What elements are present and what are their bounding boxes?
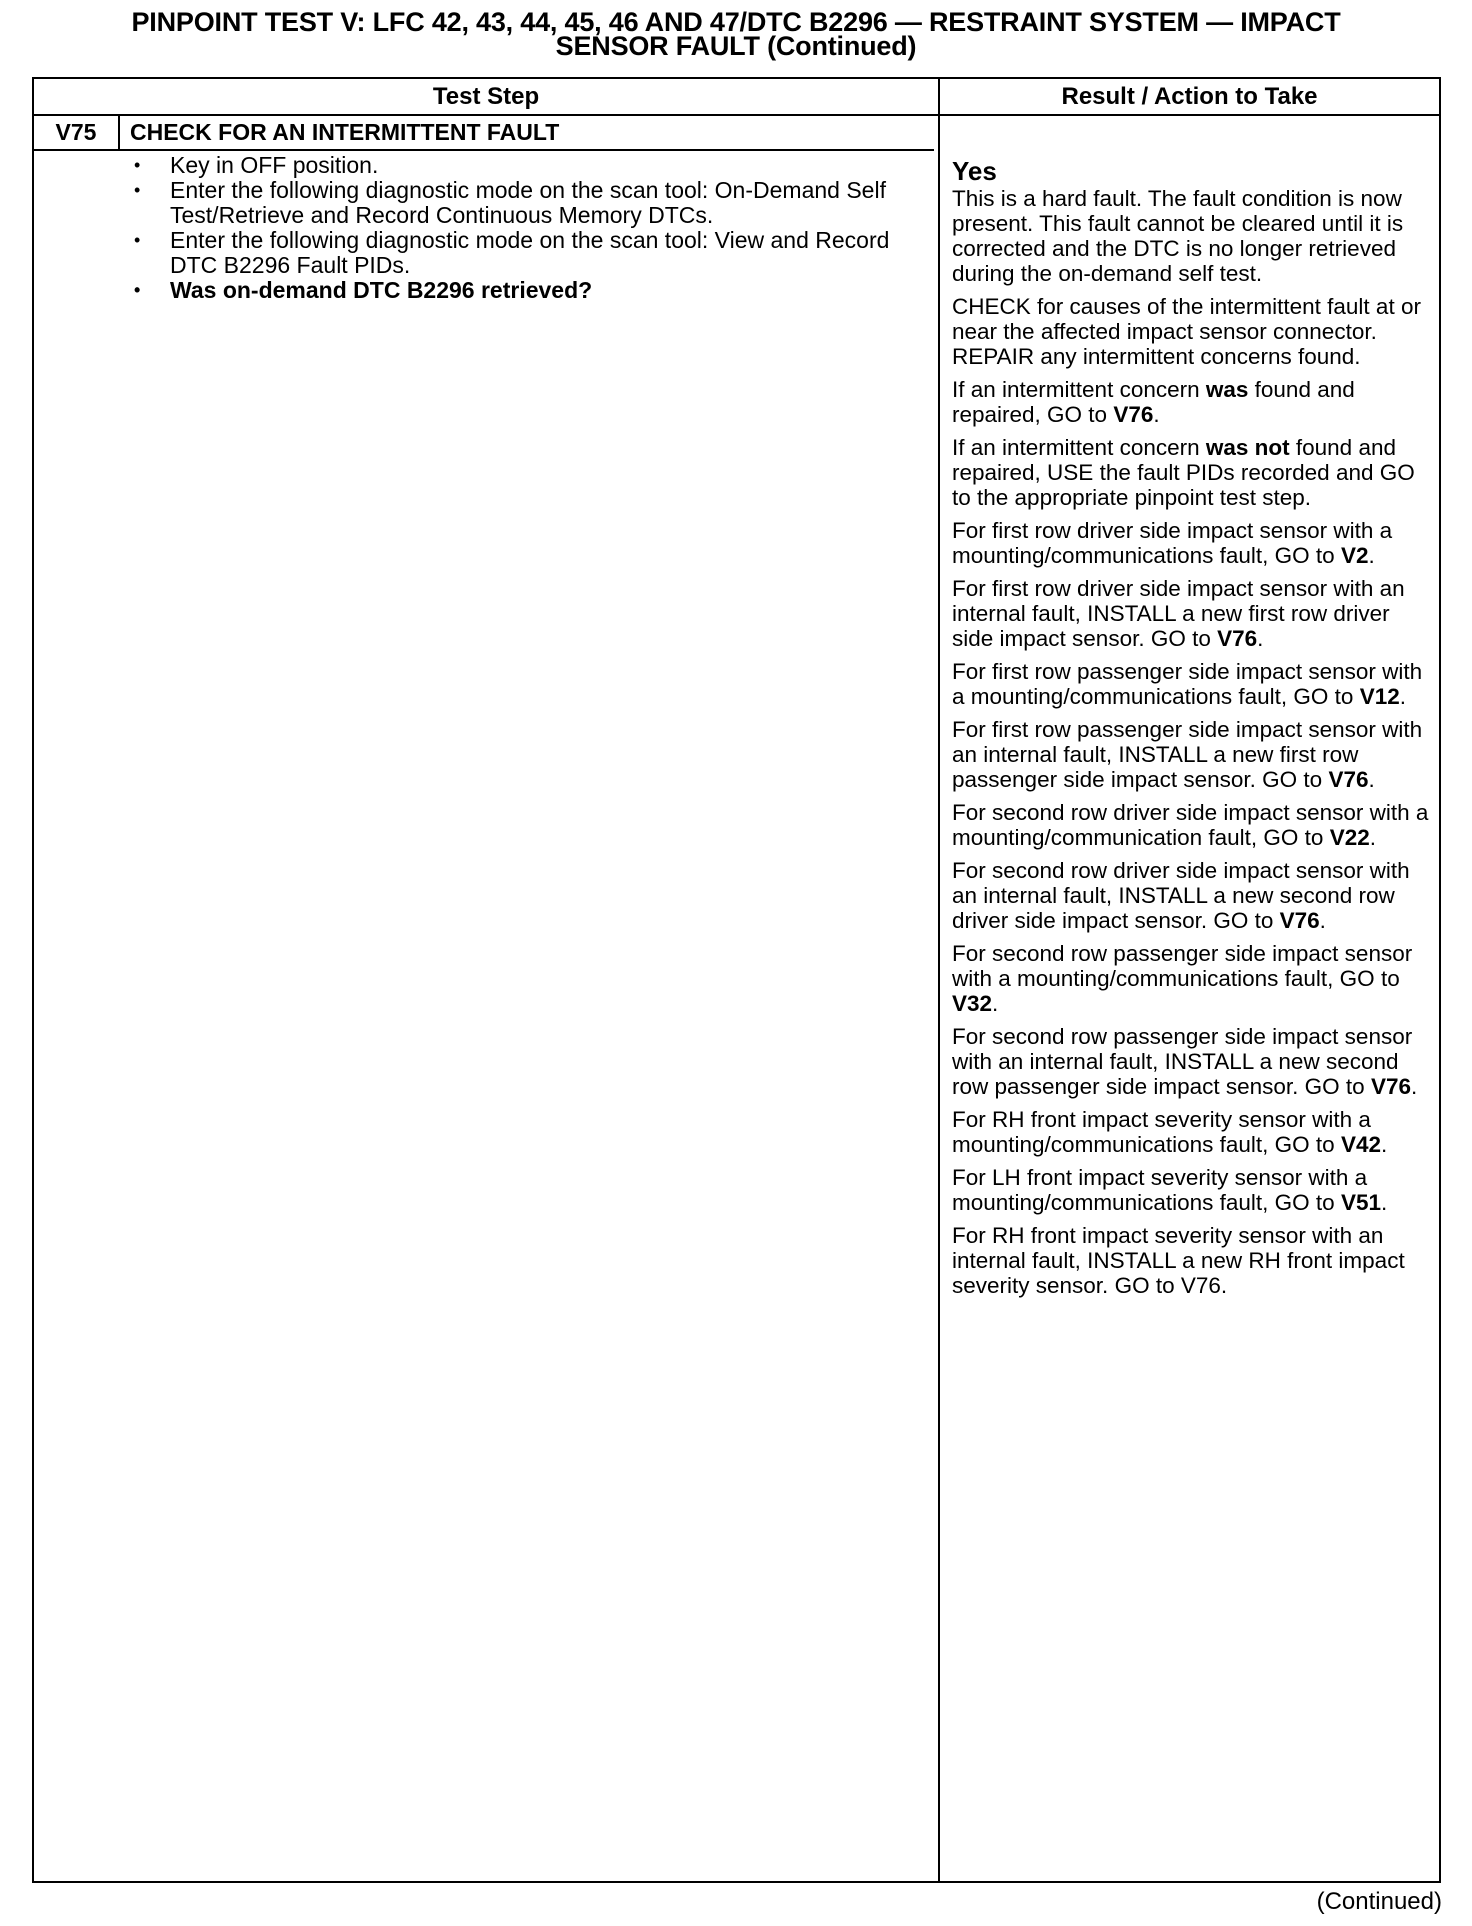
- result-paragraph: If an intermittent concern was not found and repaired, USE the fault PIDs recorded and GO to the appropriate pinpoint test step.: [952, 435, 1415, 510]
- result-paragraph: For RH front impact severity sensor with a mounting/communications fault, GO to V42.: [952, 1107, 1388, 1157]
- step-id: V75: [55, 119, 97, 145]
- result-paragraph: For second row passenger side impact sensor with an internal fault, INSTALL a new second row passenger side impact sensor. GO to V76.: [952, 1024, 1418, 1099]
- list-item: [130, 228, 930, 278]
- page-title-line-1: PINPOINT TEST V: LFC 42, 43, 44, 45, 46 AND 47/DTC B2296 — RESTRAINT SYSTEM — IMPACT: [131, 7, 1341, 37]
- column-header-test-step: Test Step: [432, 83, 540, 110]
- result-paragraph: For RH front impact severity sensor with an internal fault, INSTALL a new RH front impact severity sensor. GO to V76.: [952, 1223, 1405, 1298]
- list-item-question: [130, 278, 930, 303]
- result-column: [952, 152, 1436, 1306]
- result-paragraph: For second row driver side impact sensor with an internal fault, INSTALL a new second row driver side impact sensor. GO to V76.: [952, 858, 1410, 933]
- result-paragraph: CHECK for causes of the intermittent fault at or near the affected impact sensor connector. REPAIR any intermittent concerns found.: [952, 294, 1421, 369]
- result-paragraph: For first row driver side impact sensor with an internal fault, INSTALL a new first row driver side impact sensor. GO to V76.: [952, 576, 1405, 651]
- bullet-icon: •: [134, 230, 141, 250]
- result-paragraph: For first row passenger side impact sensor with a mounting/communications fault, GO to V12.: [952, 659, 1423, 709]
- result-paragraph: For first row driver side impact sensor with a mounting/communications fault, GO to V2.: [952, 518, 1393, 568]
- result-paragraph: This is a hard fault. The fault condition is now present. This fault cannot be cleared until it is corrected and the DTC is no longer retrieved during the on-demand self test.: [952, 186, 1404, 286]
- result-paragraph: For LH front impact severity sensor with a mounting/communications fault, GO to V51.: [952, 1165, 1388, 1215]
- result-paragraph: For second row driver side impact sensor with a mounting/communication fault, GO to V22.: [952, 800, 1429, 850]
- list-item-text: Enter the following diagnostic mode on the scan tool: On-Demand Self Test/Retrieve and Record Continuous Memory DTCs.: [170, 177, 886, 228]
- column-header-result: Result / Action to Take: [1061, 83, 1318, 110]
- list-item: [130, 178, 930, 228]
- result-paragraph: For first row passenger side impact sensor with an internal fault, INSTALL a new first row passenger side impact sensor. GO to V76.: [952, 717, 1423, 792]
- column-divider: [938, 79, 940, 1881]
- page-title-line-2: SENSOR FAULT (Continued): [555, 31, 917, 61]
- page-title: [40, 7, 1432, 61]
- list-item-text: Key in OFF position.: [170, 152, 379, 178]
- list-item: [130, 153, 930, 178]
- result-paragraph: For second row passenger side impact sensor with a mounting/communications fault, GO to V32.: [952, 941, 1413, 1016]
- step-title-row-divider: [34, 149, 934, 151]
- bullet-icon: •: [134, 280, 141, 300]
- test-step-list: [130, 153, 930, 303]
- step-title: CHECK FOR AN INTERMITTENT FAULT: [130, 119, 560, 145]
- list-item-text: Enter the following diagnostic mode on the scan tool: View and Record DTC B2296 Fault PIDs.: [170, 227, 890, 278]
- pinpoint-test-table: [32, 77, 1441, 1883]
- bullet-icon: •: [134, 180, 141, 200]
- step-id-divider: [118, 114, 120, 151]
- result-paragraph: If an intermittent concern was found and repaired, GO to V76.: [952, 377, 1355, 427]
- list-item-text: Was on-demand DTC B2296 retrieved?: [170, 277, 593, 303]
- bullet-icon: •: [134, 155, 141, 175]
- result-yes-heading: Yes: [952, 156, 997, 186]
- continued-label: (Continued): [1316, 1888, 1442, 1915]
